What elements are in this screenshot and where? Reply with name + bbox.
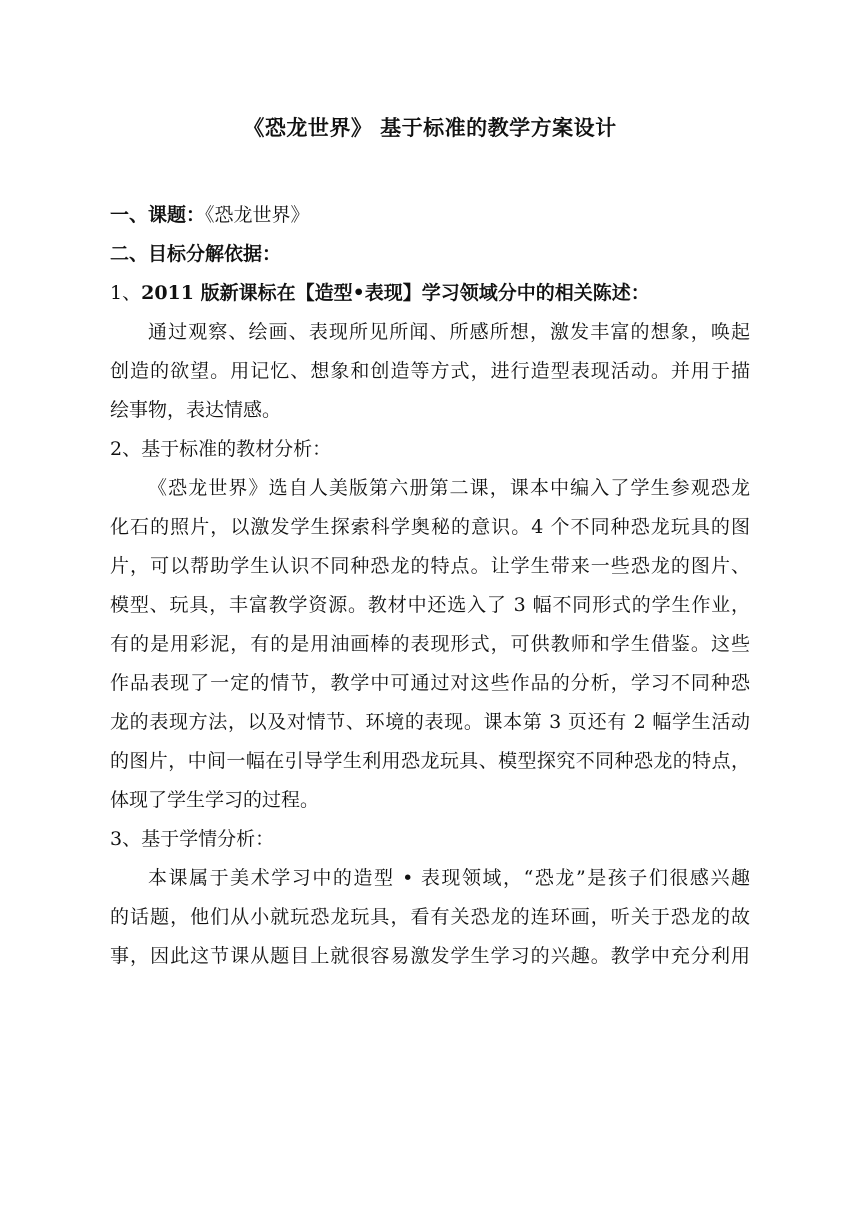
paragraph-line: 本课属于美术学习中的造型 • 表现领域，“恐龙”是孩子们很感兴趣 xyxy=(148,867,750,889)
item1-year: 2011 xyxy=(141,282,194,304)
item1-heading xyxy=(110,274,750,313)
section-topic-value: 《恐龙世界》 xyxy=(205,204,310,226)
document-title: 《恐龙世界》 基于标准的教学方案设计 xyxy=(243,116,617,140)
section-goal-basis: 二、目标分解依据： xyxy=(110,243,282,265)
paragraph-line: 的话题，他们从小就玩恐龙玩具，看有关恐龙的连环画，听关于恐龙的故 xyxy=(110,906,750,928)
document-body xyxy=(110,196,750,976)
item2-heading: 2、基于标准的教材分析： xyxy=(110,438,332,460)
paragraph-line: 片，可以帮助学生认识不同种恐龙的特点。让学生带来一些恐龙的图片、 xyxy=(110,555,750,577)
paragraph-line: 模型、玩具，丰富教学资源。教材中还选入了 3 幅不同形式的学生作业， xyxy=(110,594,750,616)
item3-heading: 3、基于学情分析： xyxy=(110,828,275,850)
section-topic xyxy=(110,196,750,235)
paragraph-line: 《恐龙世界》选自人美版第六册第二课，课本中编入了学生参观恐龙 xyxy=(148,477,750,499)
paragraph-line: 创造的欲望。用记忆、想象和创造等方式，进行造型表现活动。并用于描 xyxy=(110,360,750,382)
paragraph-line: 作品表现了一定的情节，教学中可通过对这些作品的分析，学习不同种恐 xyxy=(110,672,750,694)
paragraph-line: 有的是用彩泥，有的是用油画棒的表现形式，可供教师和学生借鉴。这些 xyxy=(110,633,750,655)
item1-heading-text: 版新课标在【造型•表现】学习领域分中的相关陈述： xyxy=(193,282,650,304)
paragraph-line: 绘事物，表达情感。 xyxy=(110,399,282,421)
item1-prefix: 1、 xyxy=(110,282,142,304)
paragraph-line: 事，因此这节课从题目上就很容易激发学生学习的兴趣。教学中充分利用 xyxy=(110,945,750,967)
paragraph-line: 的图片，中间一幅在引导学生利用恐龙玩具、模型探究不同种恐龙的特点， xyxy=(110,750,750,772)
paragraph-line: 通过观察、绘画、表现所见所闻、所感所想，激发丰富的想象，唤起 xyxy=(148,321,750,343)
paragraph-line: 化石的照片，以激发学生探索科学奥秘的意识。4 个不同种恐龙玩具的图 xyxy=(110,516,750,538)
paragraph-line: 龙的表现方法，以及对情节、环境的表现。课本第 3 页还有 2 幅学生活动 xyxy=(110,711,750,733)
paragraph-line: 体现了学生学习的过程。 xyxy=(110,789,320,811)
section-topic-label: 一、课题： xyxy=(110,204,206,226)
